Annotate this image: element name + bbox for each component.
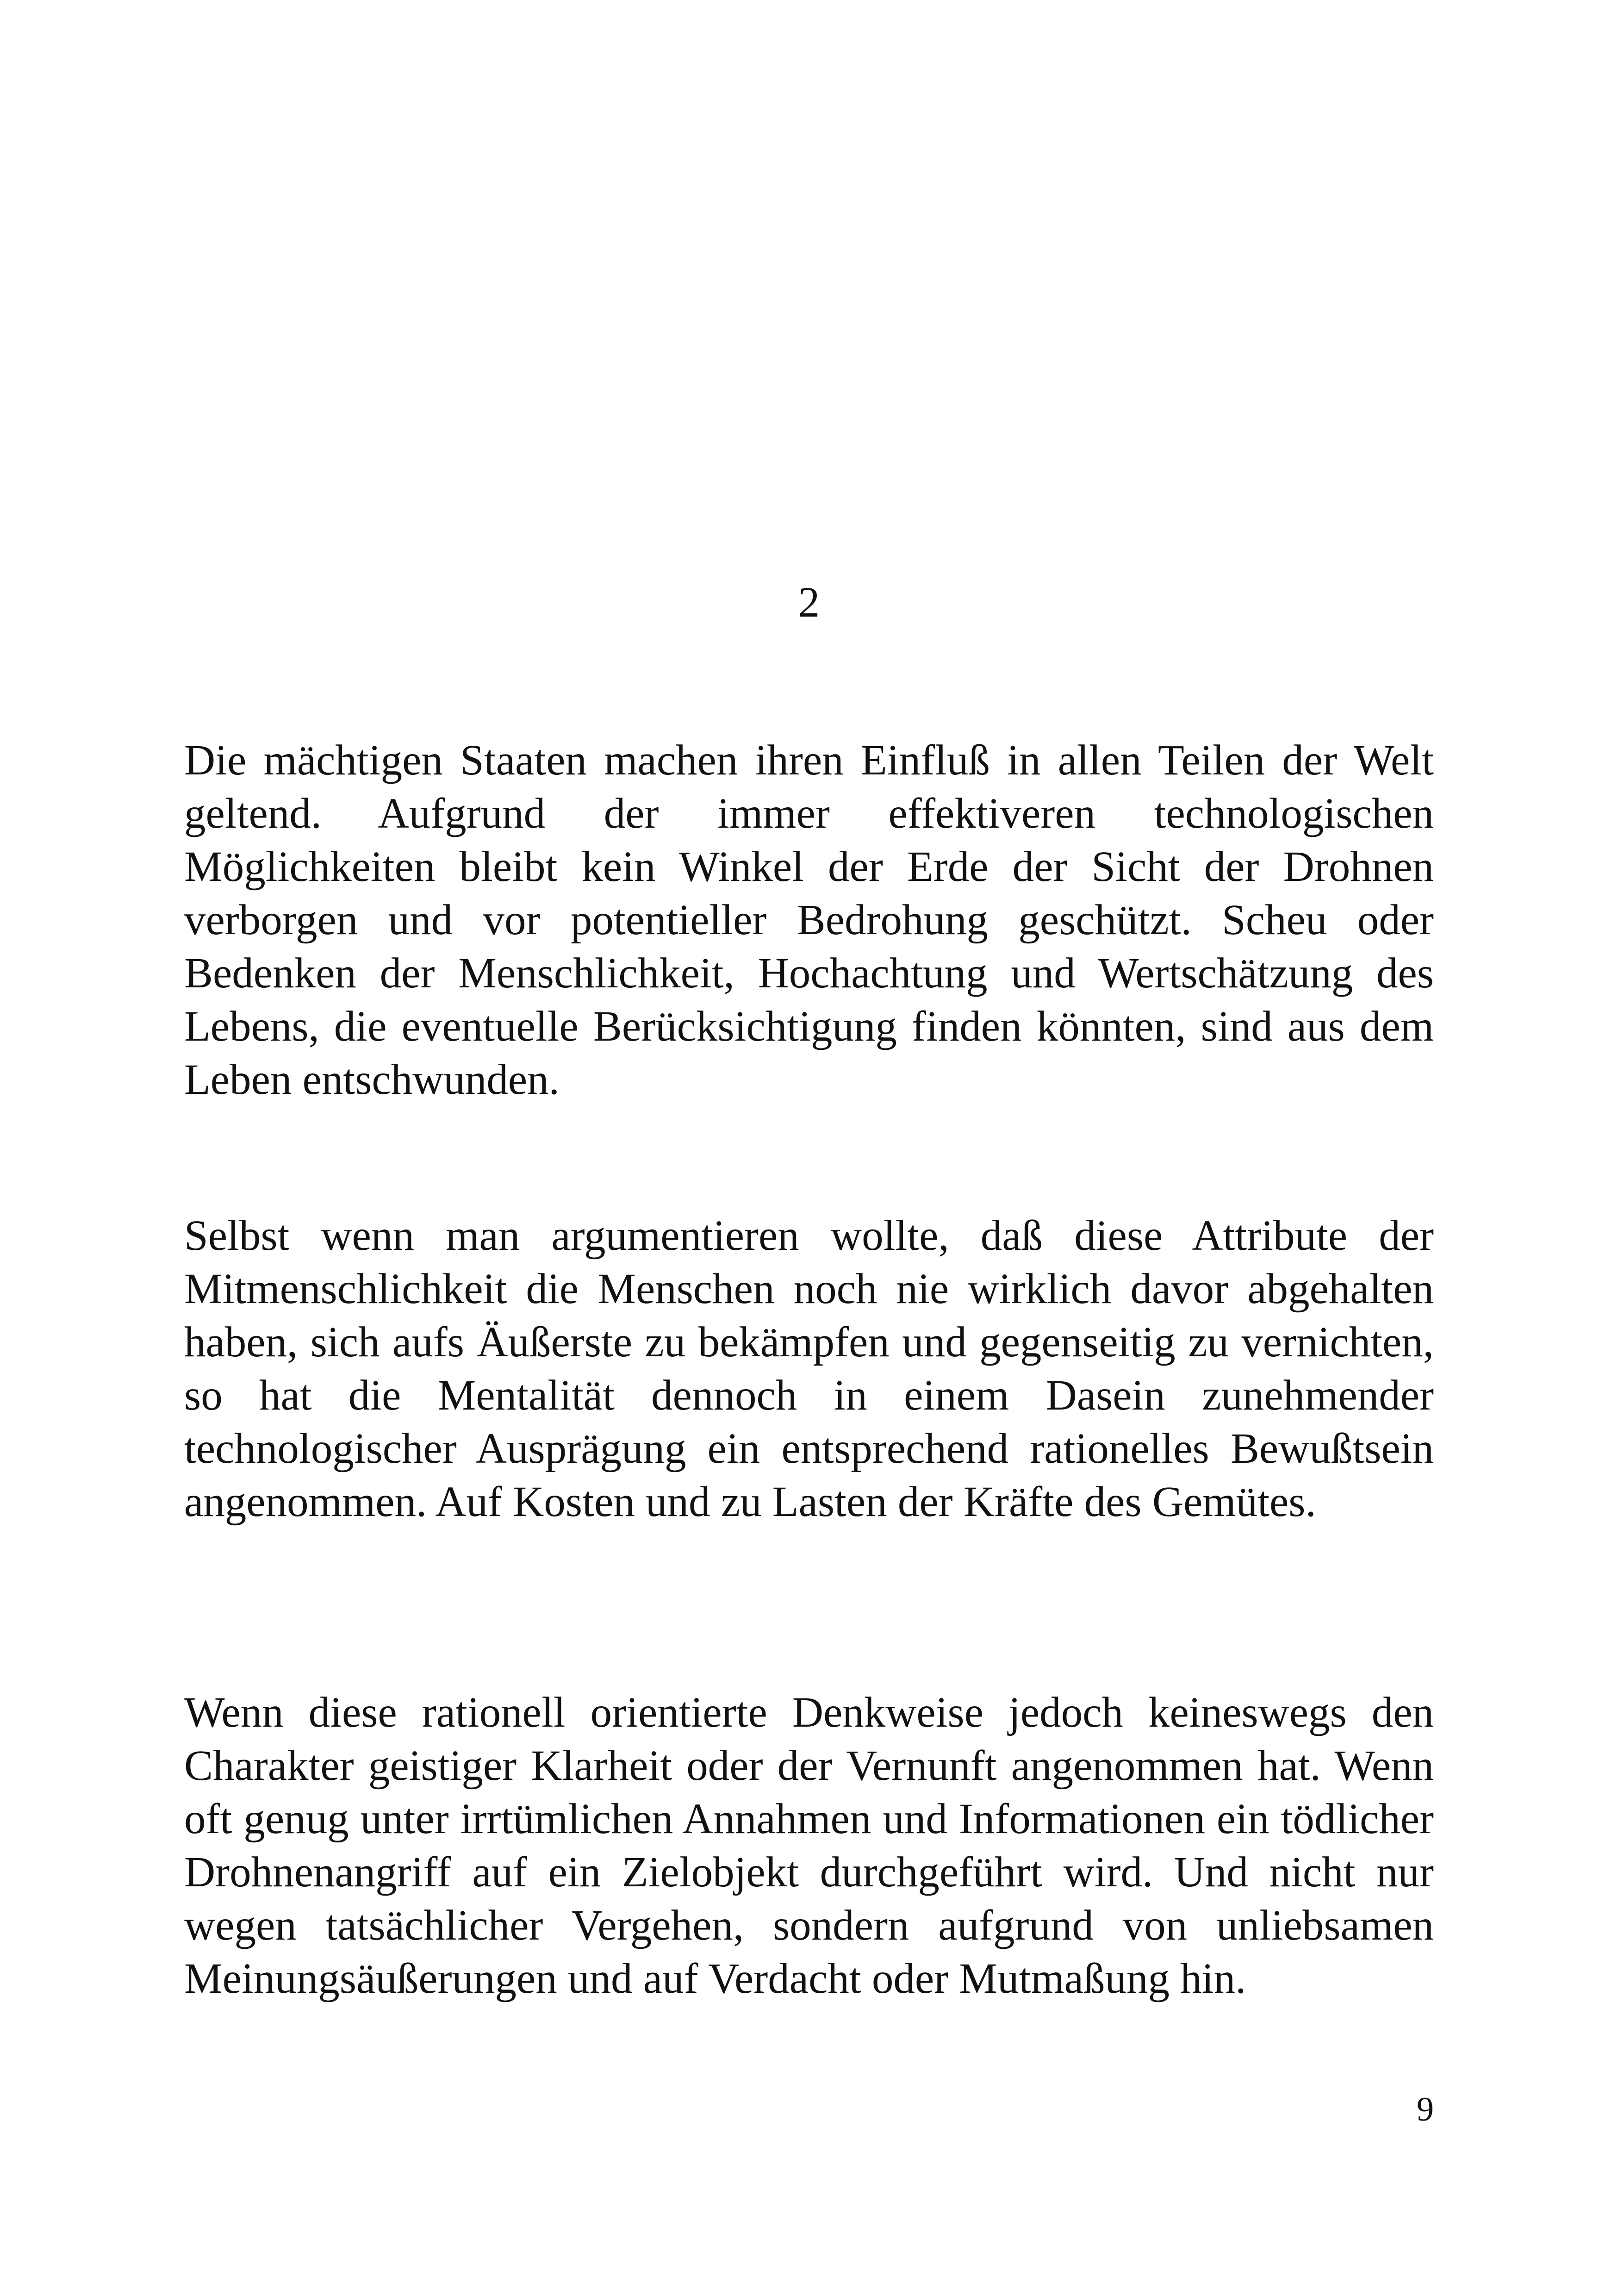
paragraph-text: Wenn diese rationell orientierte Denkweise jedoch keineswegs den Charakter geistiger Klarheit oder der Vernunft angenommen hat. Wenn oft genug unter irrtümlichen Annahmen und Informationen ein tödlicher Drohnenangriff auf ein Zielobjekt durchgeführt wird. Und nicht nur wegen tatsächlicher Vergehen, sondern aufgrund von unliebsamen Meinungsäußerungen und auf Verdacht oder Mutmaßung hin. (184, 1689, 1434, 2003)
chapter-number: 2 (798, 579, 820, 626)
paragraph-3 (184, 1686, 1434, 2005)
page-number: 9 (1417, 2090, 1434, 2128)
paragraph-text: Die mächtigen Staaten machen ihren Einfluß in allen Teilen der Welt geltend. Aufgrund der immer effektiveren technologischen Möglichkeiten bleibt kein Winkel der Erde der Sicht der Drohnen verborgen und vor potentieller Bedrohung geschützt. Scheu oder Bedenken der Menschlichkeit, Hochachtung und Wertschätzung des Lebens, die eventuelle Berücksichtigung finden könnten, sind aus dem Leben entschwunden. (184, 736, 1434, 1104)
paragraph-text: Selbst wenn man argumentieren wollte, daß diese Attribute der Mitmenschlichkeit die Menschen noch nie wirklich davor abgehalten haben, sich aufs Äußerste zu bekämpfen und gegenseitig zu vernichten, so hat die Mentalität dennoch in einem Dasein zunehmender technologischer Ausprägung ein entsprechend rationelles Bewußtsein angenommen. Auf Kosten und zu Lasten der Kräfte des Gemütes. (184, 1212, 1434, 1526)
paragraph-2 (184, 1209, 1434, 1529)
paragraph-1 (184, 734, 1434, 1106)
